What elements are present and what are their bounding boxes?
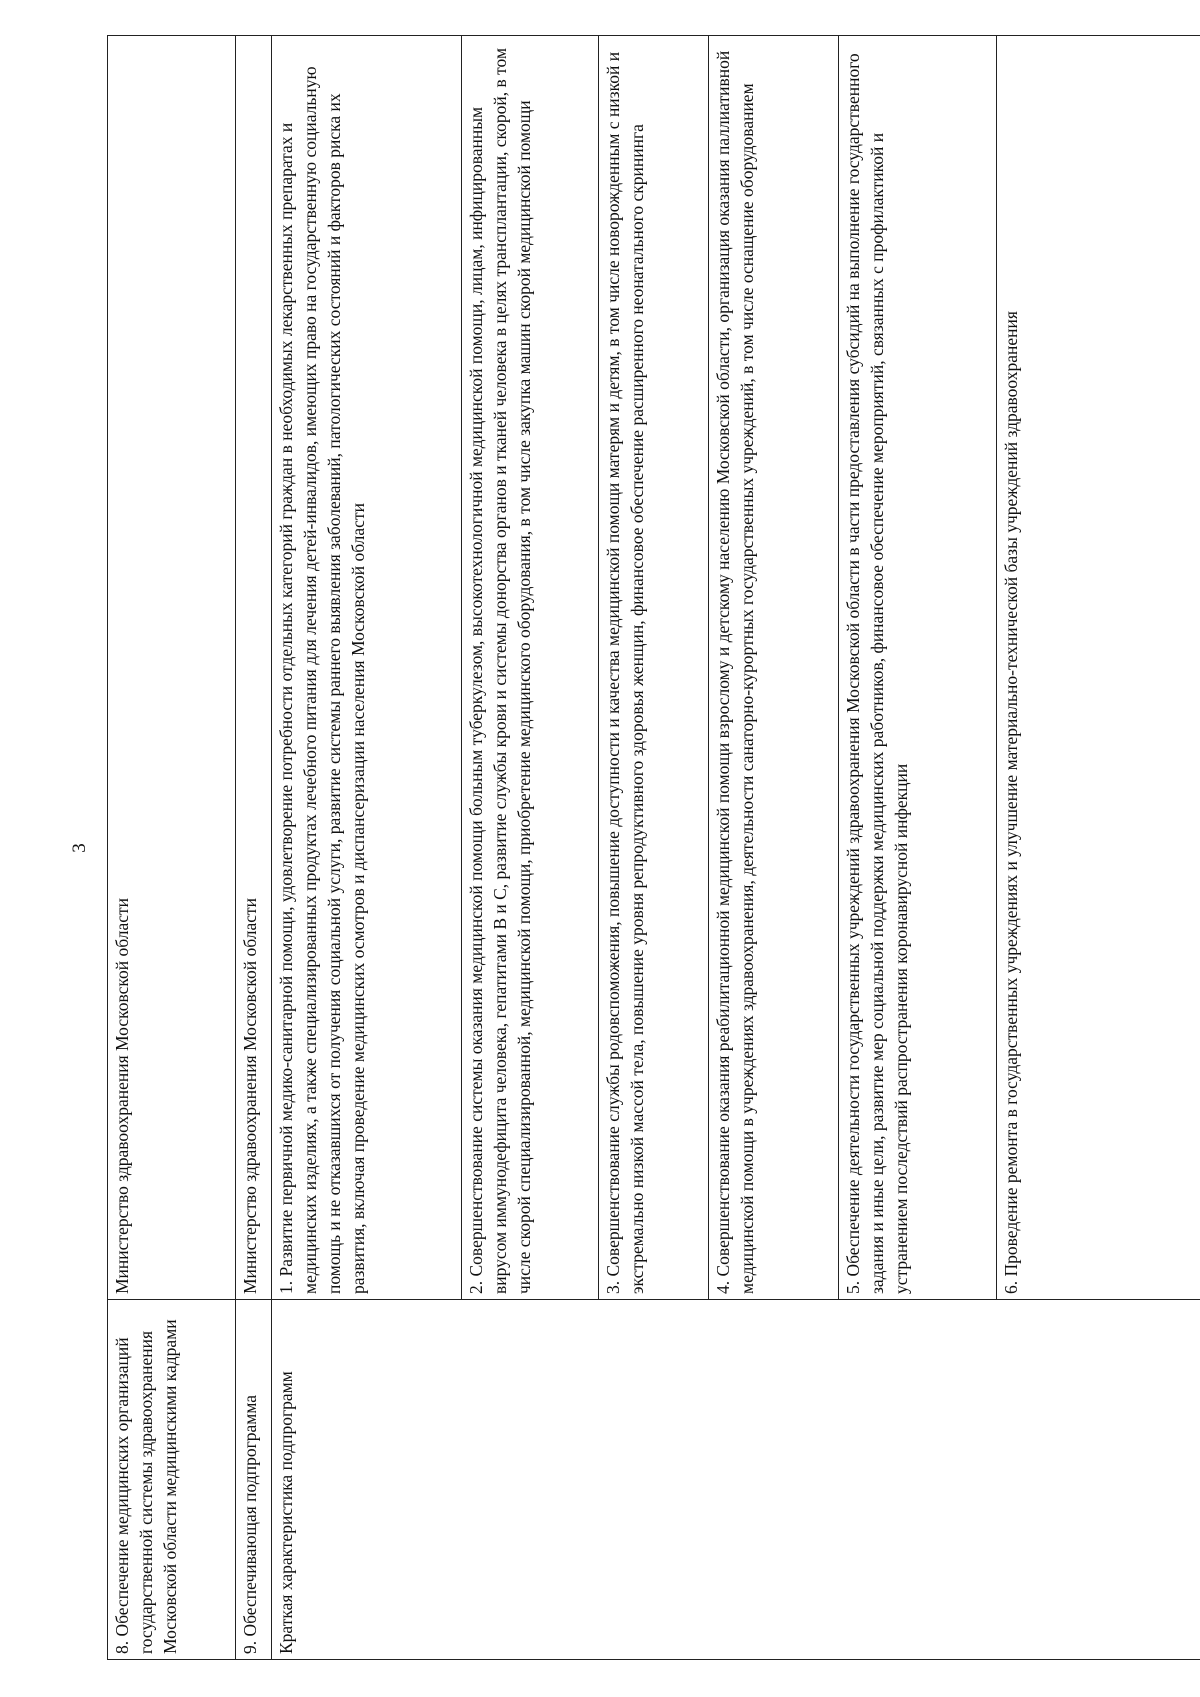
summary-item: 3. Совершенствование службы родовспоможения, повышение доступности и качества медицинской помощи матерям и детям, в том числе новорожденным с низкой и экстремально низкой массой тела, повышение уровня репродуктивного здоровья женщин, финансовое обеспечение расширенного неонатального скрининга: [599, 36, 709, 1300]
summary-item: 1. Развитие первичной медико-санитарной помощи, удовлетворение потребности отдельных категорий граждан в необходимых лекарственных препаратах и медицинских изделиях, а также специализированных продуктах лечебного питания для лечения детей-инвалидов, имеющих право на государственную социальную помощь и не отказавшихся от получения социальной услуги, развитие системы раннего выявления заболеваний, патологических состояний и факторов риска их развития, включая проведение медицинских осмотров и диспансеризации населения Московской области: [272, 36, 462, 1300]
summary-item: 6. Проведение ремонта в государственных учреждениях и улучшение материально-технической базы учреждений здравоохранения: [997, 36, 1200, 1300]
row-label: 8. Обеспечение медицинских организаций государственной системы здравоохранения Московской области медицинскими кадрами: [108, 1300, 236, 1660]
summary-item: 4. Совершенствование оказания реабилитационной медицинской помощи взрослому и детскому населению Московской области, организация оказания паллиативной медицинской помощи в учреждениях здравоохранения, деятельности санаторно-курортных государственных учреждений, в том числе оснащение оборудованием: [709, 36, 839, 1300]
program-table: [107, 35, 1200, 1660]
summary-item: 5. Обеспечение деятельности государственных учреждений здравоохранения Московской области в части предоставления субсидий на выполнение государственного задания и иные цели, развитие мер социальной поддержки медицинских работников, финансовое обеспечение мероприятий, связанных с профилактикой и устранением последствий распространения коронавирусной инфекции: [839, 36, 997, 1300]
table-row: [272, 36, 462, 1660]
table-row: [108, 36, 236, 1660]
page-number: 3: [69, 843, 90, 853]
table-row: [236, 36, 272, 1660]
summary-item: 2. Совершенствование системы оказания медицинской помощи больным туберкулезом, высокотехнологичной медицинской помощи, лицам, инфицированным вирусом иммунодефицита человека, гепатитами В и С, развитие службы крови и системы донорства органов и тканей человека в целях трансплантации, скорой, в том числе скорой специализированной, медицинской помощи, приобретение медицинского оборудования, в том числе закупка машин скорой медицинской помощи: [462, 36, 599, 1300]
summary-label: Краткая характеристика подпрограмм: [272, 1300, 1200, 1660]
rotated-table-container: [107, 35, 1200, 1660]
row-value: Министерство здравоохранения Московской области: [108, 36, 236, 1300]
row-value: Министерство здравоохранения Московской области: [236, 36, 272, 1300]
row-label: 9. Обеспечивающая подпрограмма: [236, 1300, 272, 1660]
